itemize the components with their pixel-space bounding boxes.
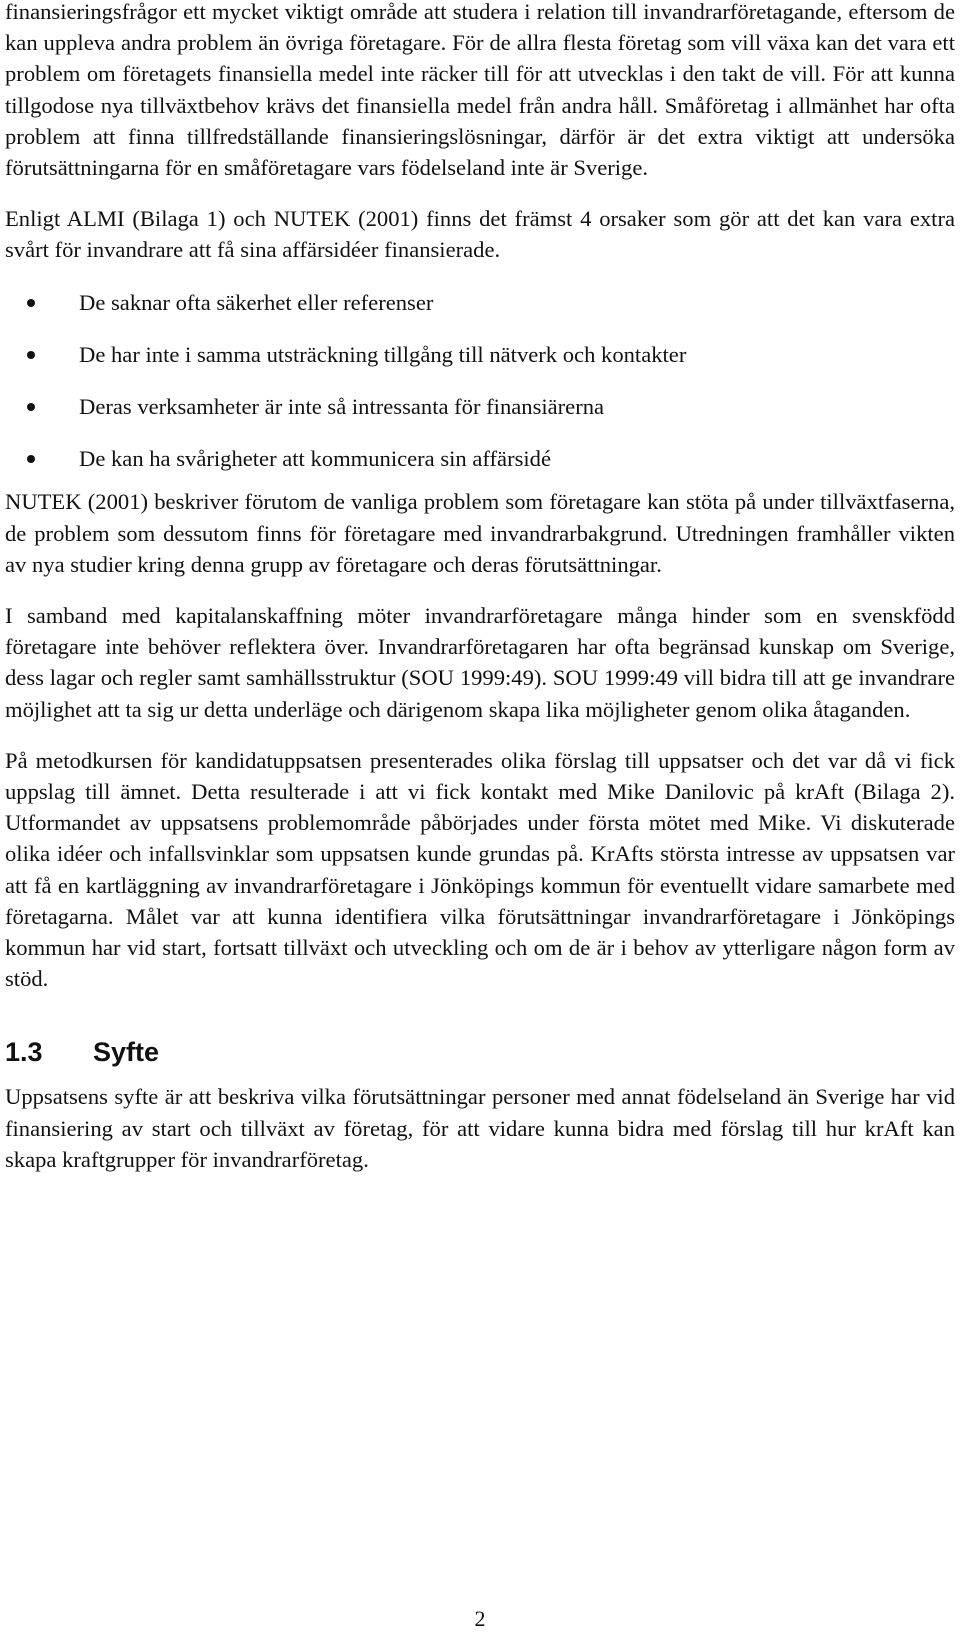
bullet-icon — [27, 351, 35, 359]
paragraph-almi-nutek: Enligt ALMI (Bilaga 1) och NUTEK (2001) finns det främst 4 orsaker som gör att det kan vara extra svårt för invandrare att få sina affärsidéer finansierade. — [5, 206, 955, 263]
list-item-text: De kan ha svårigheter att kommunicera sin affärsidé — [79, 446, 551, 472]
paragraph-financing-intro: finansieringsfrågor ett mycket viktigt område att studera i relation till invandrarföretagande, eftersom de kan uppleva andra problem än övriga företagare. För de allra flesta företag som vill växa kan det vara ett problem om företagets finansiella medel inte räcker till för att utvecklas i den takt de vill. För att kunna tillgodose nya tillväxtbehov krävs det finansiella medel från andra håll. Småföretag i allmänhet har ofta problem att finna tillfredställande finansieringslösningar, därför är det extra viktigt att undersöka förutsättningarna för en småföretagare vars födelseland inte är Sverige. — [5, 0, 955, 181]
list-item-text: De saknar ofta säkerhet eller referenser — [79, 289, 434, 315]
section-title: Syfte — [93, 1037, 160, 1068]
list-item — [5, 391, 955, 422]
list-item — [5, 339, 955, 370]
bullet-icon — [27, 299, 35, 307]
reasons-list — [5, 287, 955, 475]
list-item — [5, 287, 955, 318]
bullet-icon — [27, 455, 35, 463]
paragraph-purpose: Uppsatsens syfte är att beskriva vilka förutsättningar personer med annat födelseland än Sverige har vid finansiering av start och tillväxt av företag, för att vidare kunna bidra med förslag till hur krAft kan skapa kraftgrupper för invandrarföretag. — [5, 1084, 955, 1172]
page-number: 2 — [474, 1606, 486, 1631]
paragraph-nutek-2001: NUTEK (2001) beskriver förutom de vanliga problem som företagare kan stöta på under tillväxtfaserna, de problem som dessutom finns för företagare med invandrarbakgrund. Utredningen framhåller vikten av nya studier kring denna grupp av företagare och deras förutsättningar. — [5, 489, 955, 577]
paragraph-capital: I samband med kapitalanskaffning möter invandrarföretagare många hinder som en svenskfödd företagare inte behöver reflektera över. Invandrarföretagaren har ofta begränsad kunskap om Sverige, dess lagar och regler samt samhällsstruktur (SOU 1999:49). SOU 1999:49 vill bidra till att ge invandrare möjlighet att ta sig ur detta underläge och därigenom skapa lika möjligheter genom olika åtaganden. — [5, 603, 955, 722]
list-item-text: Deras verksamheter är inte så intressanta för finansiärerna — [79, 394, 605, 420]
bullet-icon — [27, 403, 35, 411]
list-item-text: De har inte i samma utsträckning tillgång till nätverk och kontakter — [79, 341, 687, 367]
section-number: 1.3 — [5, 1037, 43, 1068]
paragraph-method: På metodkursen för kandidatuppsatsen presenterades olika förslag till uppsatser och det var då vi fick uppslag till ämnet. Detta resulterade i att vi fick kontakt med Mike Danilovic på krAft (Bilaga 2). Utformandet av uppsatsens problemområde påbörjades under första mötet med Mike. Vi diskuterade olika idéer och infallsvinklar som uppsatsen kunde grundas på. KrAfts största intresse av uppsatsen var att få en kartläggning av invandrarföretagare i Jönköpings kommun för eventuellt vidare samarbete med företagarna. Målet var att kunna identifiera vilka förutsättningar invandrarföretagare i Jönköpings kommun har vid start, fortsatt tillväxt och utveckling och om de är i behov av ytterligare någon form av stöd. — [5, 747, 955, 992]
document-page — [5, 0, 955, 1175]
section-heading — [5, 1035, 955, 1069]
list-item — [5, 443, 955, 474]
